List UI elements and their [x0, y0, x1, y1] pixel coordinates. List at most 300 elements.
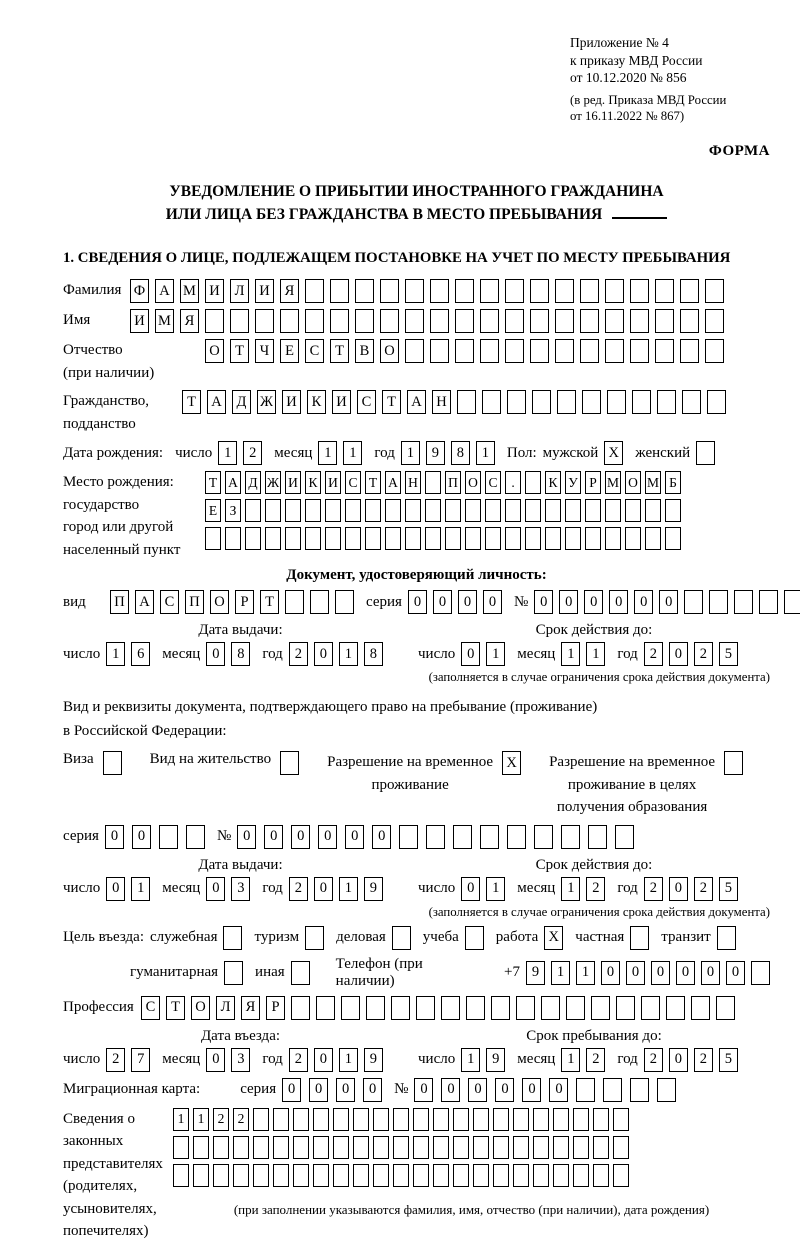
char-box: 0 — [314, 877, 333, 901]
char-box: 9 — [426, 441, 445, 465]
doc-valid-year-boxes[interactable] — [644, 642, 738, 666]
char-box — [430, 279, 449, 303]
char-box — [605, 279, 624, 303]
char-box: З — [225, 499, 241, 522]
char-box: 0 — [483, 590, 502, 614]
char-box — [353, 1164, 369, 1187]
char-box — [480, 339, 499, 363]
residence-permit-checkbox[interactable] — [280, 751, 299, 775]
char-box — [665, 499, 681, 522]
char-box — [325, 499, 341, 522]
blank-underline — [612, 213, 667, 219]
char-box — [285, 590, 304, 614]
patronymic-row — [63, 339, 770, 384]
char-box: Н — [432, 390, 451, 414]
char-box — [213, 1164, 229, 1187]
char-box — [630, 1078, 649, 1102]
char-box — [433, 1108, 449, 1131]
sex-female-checkbox[interactable] — [696, 441, 715, 465]
char-box: Р — [235, 590, 254, 614]
purpose-tourism-label: туризм — [254, 929, 300, 946]
purpose-work-checkbox[interactable] — [544, 926, 563, 950]
char-box: И — [325, 471, 341, 494]
char-box — [553, 1136, 569, 1159]
char-box: 2 — [586, 877, 605, 901]
char-box — [103, 751, 122, 775]
birthplace-boxes-line1[interactable] — [205, 471, 681, 494]
year-label: год — [262, 880, 283, 897]
char-box — [291, 996, 310, 1020]
sex-label: Пол: — [506, 444, 537, 461]
residence-issue-day-boxes[interactable] — [106, 877, 150, 901]
char-box: О — [191, 996, 210, 1020]
number-label: № — [216, 828, 232, 845]
phone-boxes[interactable] — [526, 961, 770, 985]
char-box — [605, 527, 621, 550]
annex-line: (в ред. Приказа МВД России — [570, 92, 727, 107]
char-box — [457, 390, 476, 414]
char-box: X — [544, 926, 563, 950]
char-box — [605, 339, 624, 363]
day-label: число — [63, 880, 101, 897]
char-box — [513, 1164, 529, 1187]
char-box — [373, 1164, 389, 1187]
birthplace-boxes-line3[interactable] — [205, 527, 681, 550]
birth-year-boxes[interactable] — [401, 441, 495, 465]
char-box — [580, 339, 599, 363]
doc-issue-day-boxes[interactable] — [106, 642, 150, 666]
char-box — [573, 1108, 589, 1131]
char-box — [734, 590, 753, 614]
series-label: серия — [240, 1081, 277, 1098]
residence-valid-day-boxes[interactable] — [461, 877, 505, 901]
purpose-transit-checkbox[interactable] — [717, 926, 736, 950]
char-box — [505, 339, 524, 363]
char-box: О — [380, 339, 399, 363]
char-box — [413, 1136, 429, 1159]
char-box — [392, 926, 411, 950]
char-box — [473, 1136, 489, 1159]
sex-male-label: мужской — [542, 444, 599, 461]
char-box: С — [357, 390, 376, 414]
char-box — [525, 499, 541, 522]
char-box — [273, 1108, 289, 1131]
char-box — [751, 961, 770, 985]
profession-boxes[interactable] — [141, 996, 735, 1020]
char-box — [355, 279, 374, 303]
char-box — [333, 1136, 349, 1159]
char-box: С — [305, 339, 324, 363]
char-box — [545, 527, 561, 550]
doc-series-boxes[interactable] — [408, 590, 502, 614]
char-box — [293, 1136, 309, 1159]
char-box — [330, 309, 349, 333]
purpose-work-label: работа — [495, 929, 539, 946]
purpose-official-checkbox[interactable] — [223, 926, 242, 950]
char-box: Ж — [265, 471, 281, 494]
char-box — [657, 390, 676, 414]
char-box — [433, 1136, 449, 1159]
temp-permit-checkbox[interactable] — [502, 751, 521, 775]
char-box — [534, 825, 553, 849]
residence-permit-label: Вид на жительство — [149, 751, 272, 768]
visit-purpose-row2 — [63, 956, 770, 990]
char-box: 9 — [364, 1048, 383, 1072]
doc-number-boxes[interactable] — [534, 590, 800, 614]
migration-series-boxes[interactable] — [282, 1078, 382, 1102]
char-box: . — [505, 471, 521, 494]
char-box — [291, 961, 310, 985]
representatives-boxes-line1[interactable] — [173, 1108, 770, 1131]
migration-number-boxes[interactable] — [414, 1078, 676, 1102]
char-box: 0 — [549, 1078, 568, 1102]
char-box: У — [565, 471, 581, 494]
char-box — [555, 309, 574, 333]
purpose-official-label: служебная — [149, 929, 218, 946]
char-box: 0 — [669, 1048, 688, 1072]
surname-boxes[interactable] — [130, 279, 724, 303]
char-box — [333, 1108, 349, 1131]
char-box: 1 — [339, 642, 358, 666]
issue-date-head: Дата выдачи: — [198, 856, 283, 873]
char-box: П — [185, 590, 204, 614]
char-box — [707, 390, 726, 414]
doc-valid-month-boxes[interactable] — [561, 642, 605, 666]
char-box: 0 — [309, 1078, 328, 1102]
char-box: И — [282, 390, 301, 414]
doc-kind-label: вид — [63, 594, 86, 611]
char-box — [680, 309, 699, 333]
temp-permit-label: Разрешение на временное проживание — [327, 754, 494, 793]
char-box — [516, 996, 535, 1020]
char-box — [505, 499, 521, 522]
char-box — [186, 825, 205, 849]
char-box — [393, 1164, 409, 1187]
char-box — [613, 1108, 629, 1131]
char-box: 0 — [314, 642, 333, 666]
phone-prefix: +7 — [504, 964, 520, 981]
char-box: 0 — [363, 1078, 382, 1102]
char-box: 7 — [131, 1048, 150, 1072]
char-box — [493, 1108, 509, 1131]
char-box — [313, 1136, 329, 1159]
char-box — [405, 309, 424, 333]
char-box — [455, 309, 474, 333]
char-box: А — [155, 279, 174, 303]
annex-line: к приказу МВД России — [570, 52, 703, 68]
char-box: 0 — [132, 825, 151, 849]
annex-line: от 10.12.2020 № 856 — [570, 70, 687, 86]
char-box — [293, 1108, 309, 1131]
char-box — [485, 499, 501, 522]
name-boxes[interactable] — [130, 309, 724, 333]
char-box — [625, 499, 641, 522]
char-box — [759, 590, 778, 614]
entry-year-boxes[interactable] — [289, 1048, 383, 1072]
surname-row — [63, 279, 770, 303]
char-box: 1 — [586, 642, 605, 666]
residence-doc-dates — [63, 877, 770, 901]
char-box — [273, 1164, 289, 1187]
char-box — [565, 499, 581, 522]
patronymic-sublabel: (при наличии) — [63, 364, 155, 381]
month-label: месяц — [517, 645, 556, 662]
doc-issue-year-boxes[interactable] — [289, 642, 383, 666]
char-box: 2 — [644, 877, 663, 901]
char-box — [453, 825, 472, 849]
char-box — [630, 279, 649, 303]
stay-year-boxes[interactable] — [644, 1048, 738, 1072]
char-box — [445, 499, 461, 522]
restriction-note: (заполняется в случае ограничения срока действия документа) — [428, 904, 770, 919]
char-box: 0 — [461, 642, 480, 666]
purpose-business-checkbox[interactable] — [392, 926, 411, 950]
char-box — [603, 1078, 622, 1102]
char-box — [385, 499, 401, 522]
char-box — [593, 1164, 609, 1187]
doc-issue-month-boxes[interactable] — [206, 642, 250, 666]
char-box — [482, 390, 501, 414]
char-box — [425, 499, 441, 522]
day-label: число — [418, 645, 456, 662]
char-box: 0 — [336, 1078, 355, 1102]
char-box — [684, 590, 703, 614]
annex-line: от 16.11.2022 № 867) — [570, 109, 685, 124]
char-box — [265, 527, 281, 550]
visa-label: Виза — [63, 751, 94, 768]
month-label: месяц — [517, 880, 556, 897]
residence-issue-year-boxes[interactable] — [289, 877, 383, 901]
purpose-private-checkbox[interactable] — [630, 926, 649, 950]
char-box: 9 — [486, 1048, 505, 1072]
char-box — [480, 279, 499, 303]
birth-date-label: Дата рождения: — [63, 444, 164, 461]
char-box: 2 — [644, 642, 663, 666]
stay-month-boxes[interactable] — [561, 1048, 605, 1072]
char-box — [530, 309, 549, 333]
residence-doc-intro: Вид и реквизиты документа, подтверждающего право на пребывание (проживание) в Российской Федерации: — [63, 699, 598, 740]
entry-day-boxes[interactable] — [106, 1048, 150, 1072]
char-box — [666, 996, 685, 1020]
char-box: 9 — [364, 877, 383, 901]
char-box — [580, 279, 599, 303]
year-label: год — [374, 444, 395, 461]
option-edu-permit — [549, 751, 743, 819]
identity-doc-heading: Документ, удостоверяющий личность: — [286, 567, 547, 584]
doc-valid-day-boxes[interactable] — [461, 642, 505, 666]
char-box: 2 — [694, 1048, 713, 1072]
residence-doc-date-heads — [63, 857, 770, 874]
patronymic-boxes[interactable] — [205, 339, 724, 363]
birth-month-boxes[interactable] — [318, 441, 362, 465]
char-box: Б — [665, 471, 681, 494]
char-box: 0 — [461, 877, 480, 901]
birthplace-boxes-group — [205, 471, 681, 550]
char-box: 0 — [105, 825, 124, 849]
citizenship-boxes[interactable] — [182, 390, 726, 414]
representatives-boxes-line2[interactable] — [173, 1136, 770, 1159]
char-box: Е — [205, 499, 221, 522]
annex-edit-note — [570, 92, 770, 125]
restriction-note: (заполняется в случае ограничения срока действия документа) — [428, 670, 770, 685]
char-box — [665, 527, 681, 550]
profession-label: Профессия — [63, 998, 134, 1015]
char-box — [784, 590, 800, 614]
char-box — [373, 1136, 389, 1159]
char-box — [573, 1164, 589, 1187]
char-box — [313, 1164, 329, 1187]
char-box: 1 — [461, 1048, 480, 1072]
birthplace-boxes-line2[interactable] — [205, 499, 681, 522]
day-label: число — [63, 1051, 101, 1068]
month-label: месяц — [274, 444, 313, 461]
char-box — [557, 390, 576, 414]
residence-valid-year-boxes[interactable] — [644, 877, 738, 901]
char-box — [305, 499, 321, 522]
annex-reference — [570, 34, 770, 125]
residence-issue-month-boxes[interactable] — [206, 877, 250, 901]
edu-permit-checkbox[interactable] — [724, 751, 743, 775]
char-box: И — [332, 390, 351, 414]
purpose-other-checkbox[interactable] — [291, 961, 310, 985]
purpose-tourism-checkbox[interactable] — [305, 926, 324, 950]
char-box: М — [180, 279, 199, 303]
representatives-row — [63, 1108, 770, 1243]
char-box — [405, 339, 424, 363]
char-box — [680, 279, 699, 303]
char-box: Т — [382, 390, 401, 414]
char-box: 1 — [551, 961, 570, 985]
char-box: 0 — [237, 825, 256, 849]
char-box: О — [465, 471, 481, 494]
sex-male-checkbox[interactable] — [604, 441, 623, 465]
char-box — [565, 527, 581, 550]
char-box — [426, 825, 445, 849]
year-label: год — [617, 645, 638, 662]
char-box: Н — [405, 471, 421, 494]
forma-label: ФОРМА — [708, 142, 770, 159]
char-box — [680, 339, 699, 363]
char-box — [625, 527, 641, 550]
visa-checkbox[interactable] — [103, 751, 122, 775]
char-box — [533, 1136, 549, 1159]
char-box: 8 — [231, 642, 250, 666]
char-box: 0 — [468, 1078, 487, 1102]
char-box — [593, 1108, 609, 1131]
char-box: 0 — [669, 642, 688, 666]
char-box: 0 — [264, 825, 283, 849]
char-box: 0 — [651, 961, 670, 985]
char-box: 0 — [522, 1078, 541, 1102]
edu-permit-label: Разрешение на временное проживание в целях получения образования — [549, 754, 716, 816]
entry-month-boxes[interactable] — [206, 1048, 250, 1072]
purpose-study-checkbox[interactable] — [465, 926, 484, 950]
char-box: 1 — [218, 441, 237, 465]
char-box: 2 — [644, 1048, 663, 1072]
char-box — [245, 499, 261, 522]
char-box — [213, 1136, 229, 1159]
month-label: месяц — [162, 880, 201, 897]
char-box: Л — [230, 279, 249, 303]
month-label: месяц — [162, 1051, 201, 1068]
char-box: 0 — [441, 1078, 460, 1102]
char-box — [305, 279, 324, 303]
char-box: 1 — [106, 642, 125, 666]
char-box: В — [355, 339, 374, 363]
residence-number-boxes[interactable] — [237, 825, 634, 849]
char-box — [491, 996, 510, 1020]
char-box — [405, 279, 424, 303]
char-box — [413, 1108, 429, 1131]
char-box — [380, 309, 399, 333]
char-box: Е — [280, 339, 299, 363]
char-box — [433, 1164, 449, 1187]
char-box — [582, 390, 601, 414]
char-box: 1 — [401, 441, 420, 465]
char-box: 0 — [559, 590, 578, 614]
char-box: Д — [245, 471, 261, 494]
doc-kind-boxes[interactable] — [110, 590, 354, 614]
stay-day-boxes[interactable] — [461, 1048, 505, 1072]
representatives-label: Сведения о законных представителях (родителях, усыновителях, попечителях) — [63, 1110, 163, 1240]
char-box — [588, 825, 607, 849]
char-box: X — [502, 751, 521, 775]
char-box: 2 — [289, 642, 308, 666]
char-box: Т — [230, 339, 249, 363]
char-box — [285, 499, 301, 522]
char-box: 0 — [669, 877, 688, 901]
residence-valid-month-boxes[interactable] — [561, 877, 605, 901]
char-box — [225, 527, 241, 550]
purpose-humanitarian-checkbox[interactable] — [224, 961, 243, 985]
residence-series-boxes[interactable] — [105, 825, 205, 849]
char-box — [330, 279, 349, 303]
char-box: 0 — [726, 961, 745, 985]
representatives-boxes-line3[interactable] — [173, 1164, 770, 1187]
citizenship-row — [63, 390, 770, 435]
char-box: 0 — [282, 1078, 301, 1102]
char-box — [630, 309, 649, 333]
char-box — [561, 825, 580, 849]
issue-date-head: Дата выдачи: — [198, 622, 283, 639]
char-box: 1 — [343, 441, 362, 465]
char-box — [205, 527, 221, 550]
purpose-business-label: деловая — [336, 929, 386, 946]
char-box: 0 — [345, 825, 364, 849]
char-box — [193, 1164, 209, 1187]
char-box — [193, 1136, 209, 1159]
char-box: С — [345, 471, 361, 494]
char-box — [355, 309, 374, 333]
char-box — [325, 527, 341, 550]
char-box — [416, 996, 435, 1020]
char-box — [453, 1164, 469, 1187]
char-box — [705, 309, 724, 333]
char-box — [545, 499, 561, 522]
char-box: 1 — [173, 1108, 189, 1131]
char-box: 8 — [451, 441, 470, 465]
char-box: К — [545, 471, 561, 494]
birth-day-boxes[interactable] — [218, 441, 262, 465]
char-box: 8 — [364, 642, 383, 666]
identity-doc-date-heads — [63, 622, 770, 639]
char-box — [566, 996, 585, 1020]
char-box — [425, 471, 441, 494]
char-box: 0 — [634, 590, 653, 614]
char-box: М — [645, 471, 661, 494]
month-label: месяц — [517, 1051, 556, 1068]
valid-until-head: Срок действия до: — [535, 622, 653, 639]
